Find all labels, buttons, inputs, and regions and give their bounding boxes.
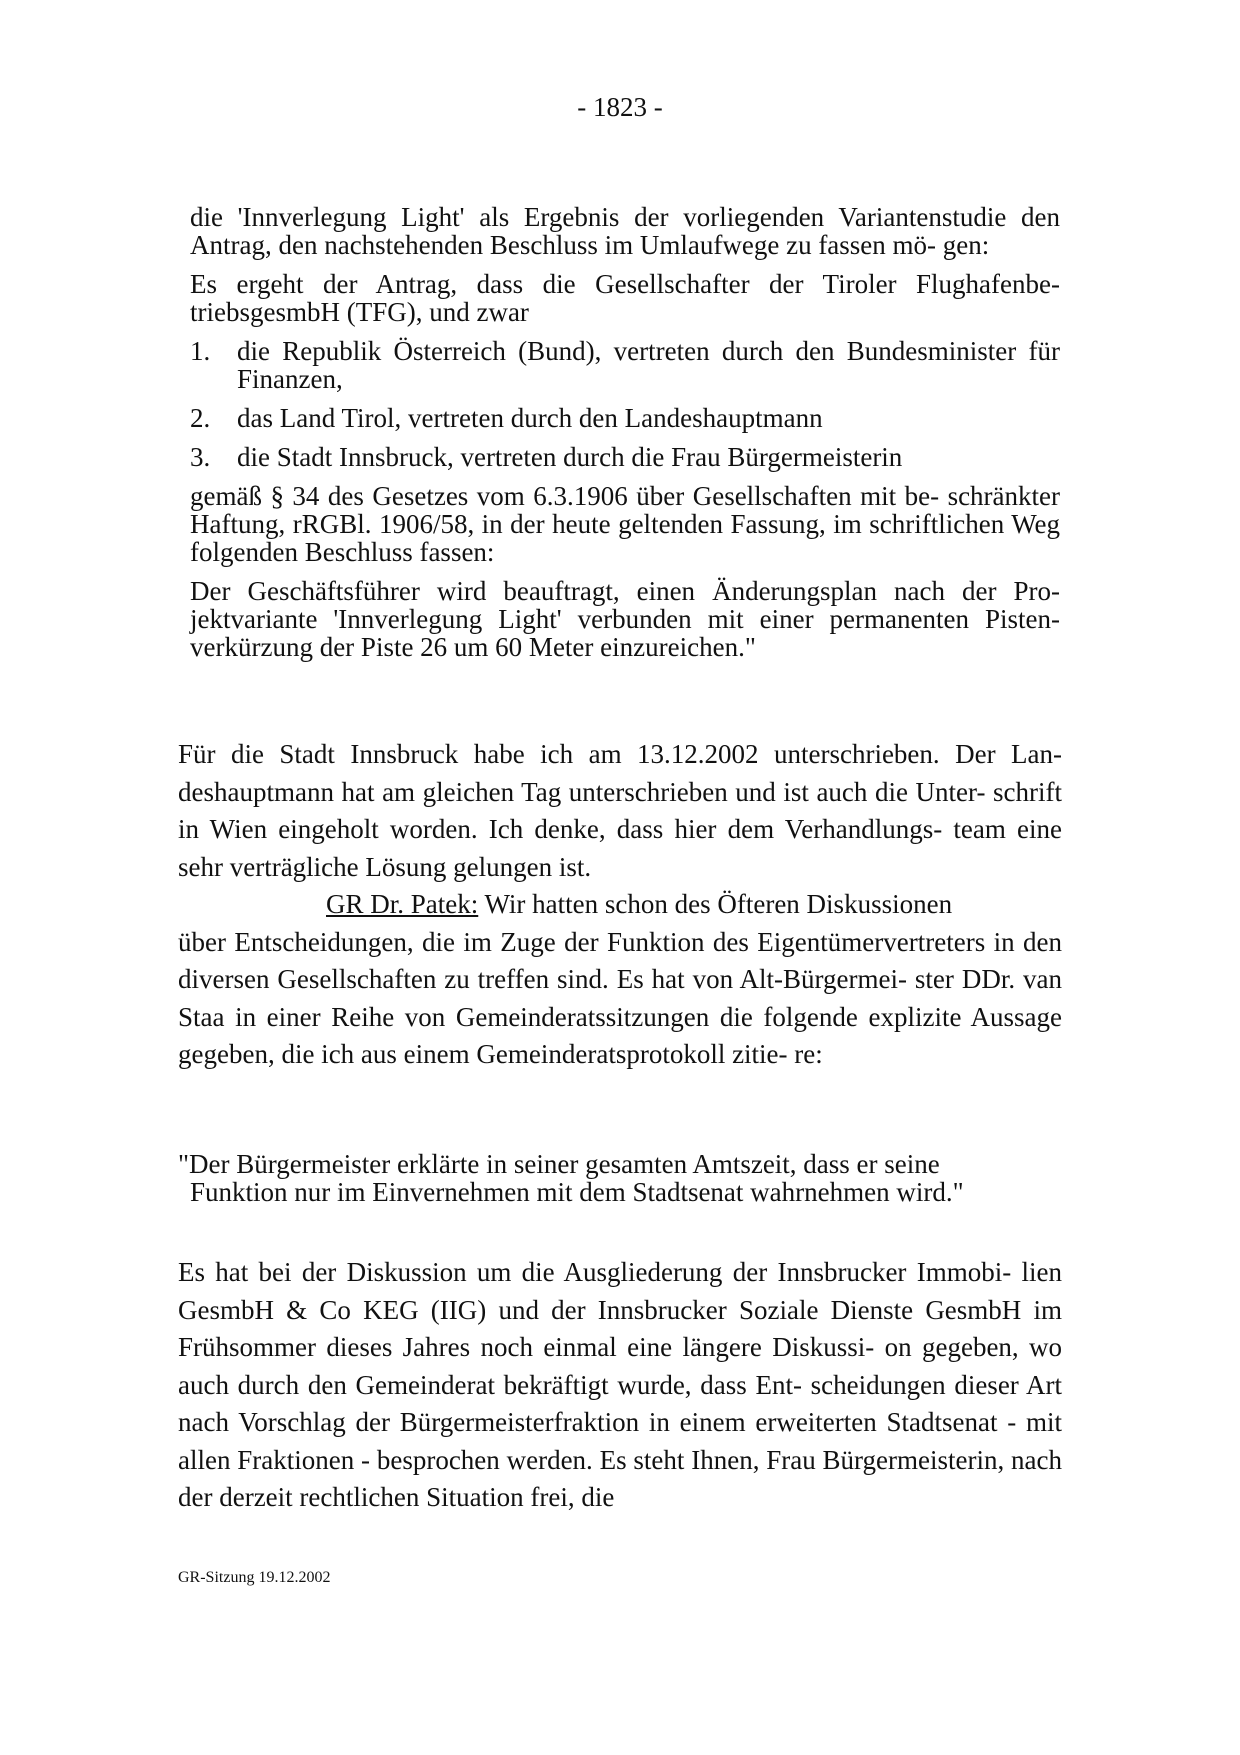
body-paragraph-1: Für die Stadt Innsbruck habe ich am 13.12.2002 unterschrieben. Der Lan- deshauptmann hat am gleichen Tag unterschrieben und ist auch die Unter- schrift in Wien eingeholt worden. Ich denke, dass hier dem Verhandlungs- team eine sehr verträgliche Lösung gelungen ist. <box>178 739 1063 882</box>
quote-paragraph-3: gemäß § 34 des Gesetzes vom 6.3.1906 über Gesellschaften mit be- schränkter Haftung, rRGBl. 1906/58, in der heute geltenden Fassung, im schriftlichen Weg folgenden Beschluss fassen: <box>190 481 1061 567</box>
speaker-name: GR Dr. Patek: <box>326 889 479 919</box>
list-item: 3. die Stadt Innsbruck, vertreten durch die Frau Bürgermeisterin <box>190 442 903 472</box>
quoted-statement: "Der Bürgermeister erklärte in seiner gesamten Amtszeit, dass er seine Funktion nur im Einvernehmen mit dem Stadtsenat wahrnehmen wird." <box>178 1149 964 1207</box>
quote-paragraph-1: die 'Innverlegung Light' als Ergebnis der vorliegenden Variantenstudie den Antrag, den nachstehenden Beschluss im Umlaufwege zu fassen mö- gen: <box>190 202 1060 260</box>
quote-paragraph-4: Der Geschäftsführer wird beauftragt, einen Änderungsplan nach der Pro- jektvariante 'Innverlegung Light' verbunden mit einer permanenten Pisten- verkürzung der Piste 26 um 60 Meter einzureichen." <box>190 576 1060 662</box>
footer-session-date: GR-Sitzung 19.12.2002 <box>178 1569 331 1586</box>
body-paragraph-2: GR Dr. Patek: Wir hatten schon des Öfteren Diskussionen über Entscheidungen, die im Zuge der Funktion des Eigentümervertreters in den diversen Gesellschaften zu treffen sind. Es hat von Alt-Bürgermei- ster DDr. van Staa in einer Reihe von Gemeinderatssitzungen die folgende explizite Aussage gegeben, die ich aus einem Gemeinderatsprotokoll zitie- re: <box>178 889 1063 1069</box>
list-item: 2. das Land Tirol, vertreten durch den Landeshauptmann <box>190 403 823 433</box>
quoted-motion-block <box>190 203 1060 661</box>
body-paragraph-3: Es hat bei der Diskussion um die Ausgliederung der Innsbrucker Immobi- lien GesmbH & Co KEG (IIG) und der Innsbrucker Soziale Dienste GesmbH im Frühsommer dieses Jahres noch einmal eine längere Diskussi- on gegeben, wo auch durch den Gemeinderat bekräftigt wurde, dass Ent- scheidungen dieser Art nach Vorschlag der Bürgermeisterfraktion in einem erweiterten Stadtsenat - mit allen Fraktionen - besprochen werden. Es steht Ihnen, Frau Bürgermeisterin, nach der derzeit rechtlichen Situation frei, die <box>178 1257 1063 1512</box>
list-item: 1. die Republik Österreich (Bund), vertreten durch den Bundesminister für Finanzen, <box>190 336 1060 394</box>
quote-paragraph-2: Es ergeht der Antrag, dass die Gesellschafter der Tiroler Flughafenbe- triebsgesmbH (TFG), und zwar <box>190 269 1060 327</box>
page-number: - 1823 - <box>577 92 663 122</box>
